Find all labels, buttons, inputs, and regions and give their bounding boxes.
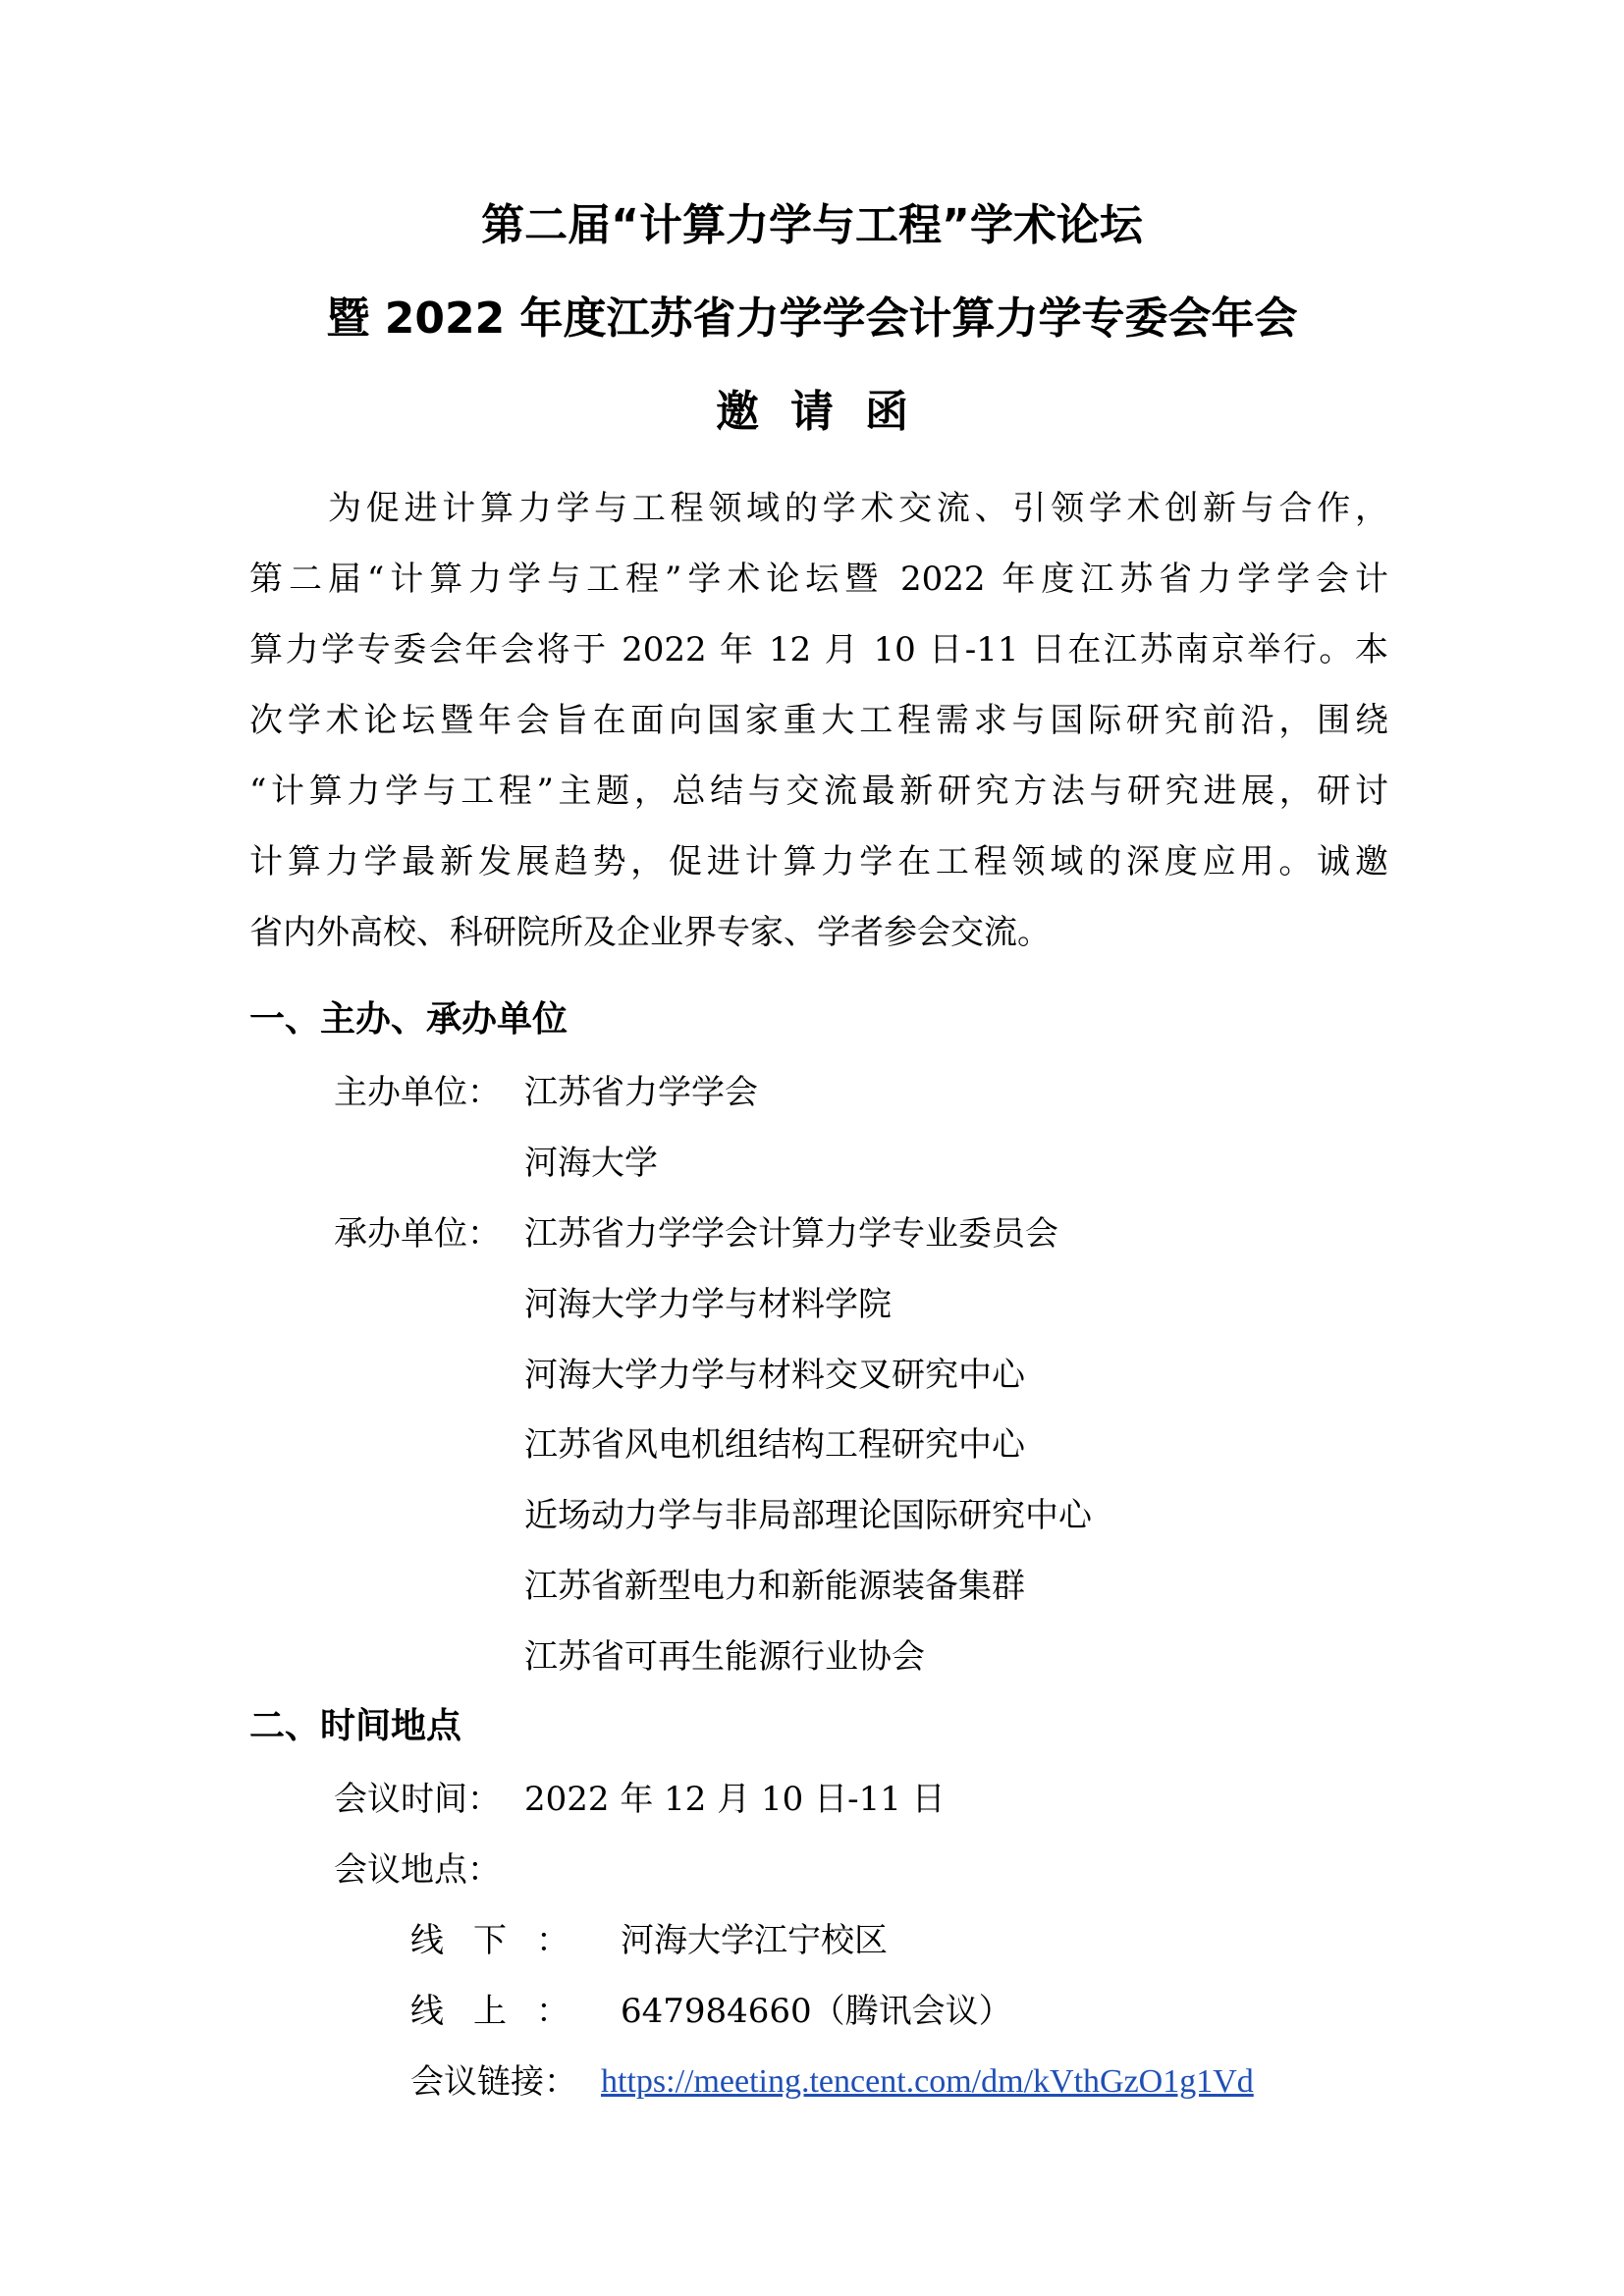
host-item: 河海大学: [524, 1144, 658, 1183]
intro-line: 次学术论坛暨年会旨在面向国家重大工程需求与国际研究前沿，围绕: [249, 701, 1388, 740]
organizer-label: 承办单位：: [334, 1214, 501, 1254]
organizer-item: 近场动力学与非局部理论国际研究中心: [524, 1496, 1092, 1535]
link-label: 会议链接：: [410, 2062, 577, 2102]
organizer-item: 江苏省风电机组结构工程研究中心: [524, 1425, 1025, 1465]
intro-line: 省内外高校、科研院所及企业界专家、学者参会交流。: [249, 913, 1051, 952]
organizer-item: 江苏省可再生能源行业协会: [524, 1637, 925, 1677]
title-line-3: 邀请函: [716, 387, 940, 437]
intro-line: 第二届“计算力学与工程”学术论坛暨 2022 年度江苏省力学学会计: [249, 560, 1388, 599]
meeting-link[interactable]: https://meeting.tencent.com/dm/kVthGzO1g1Vd: [601, 2063, 1254, 2100]
title-line-2: 暨 2022 年度江苏省力学学会计算力学专委会年会: [326, 294, 1298, 344]
title-line-1: 第二届“计算力学与工程”学术论坛: [481, 200, 1143, 250]
offline-value: 河海大学江宁校区: [621, 1921, 888, 1960]
intro-line: 计算力学最新发展趋势，促进计算力学在工程领域的深度应用。诚邀: [249, 842, 1388, 881]
place-label: 会议地点：: [334, 1850, 501, 1890]
host-label: 主办单位：: [334, 1073, 501, 1112]
section-heading-organizers: 一、主办、承办单位: [249, 999, 568, 1040]
intro-line: “计算力学与工程”主题，总结与交流最新研究方法与研究进展，研讨: [249, 772, 1388, 811]
online-value: 647984660（腾讯会议）: [621, 1992, 1012, 2031]
organizer-item: 江苏省力学学会计算力学专业委员会: [524, 1214, 1058, 1254]
offline-label: 线下：: [410, 1921, 599, 1960]
time-label: 会议时间：: [334, 1780, 501, 1819]
organizer-item: 河海大学力学与材料交叉研究中心: [524, 1356, 1025, 1395]
intro-line: 算力学专委会年会将于 2022 年 12 月 10 日-11 日在江苏南京举行。本: [249, 630, 1388, 669]
organizer-item: 江苏省新型电力和新能源装备集群: [524, 1567, 1025, 1606]
section-heading-time-place: 二、时间地点: [249, 1706, 462, 1746]
host-item: 江苏省力学学会: [524, 1073, 758, 1112]
time-value: 2022 年 12 月 10 日-11 日: [524, 1780, 946, 1819]
intro-line: 为促进计算力学与工程领域的学术交流、引领学术创新与合作，: [328, 489, 1388, 528]
online-label: 线上：: [410, 1992, 599, 2031]
organizer-item: 河海大学力学与材料学院: [524, 1285, 892, 1324]
